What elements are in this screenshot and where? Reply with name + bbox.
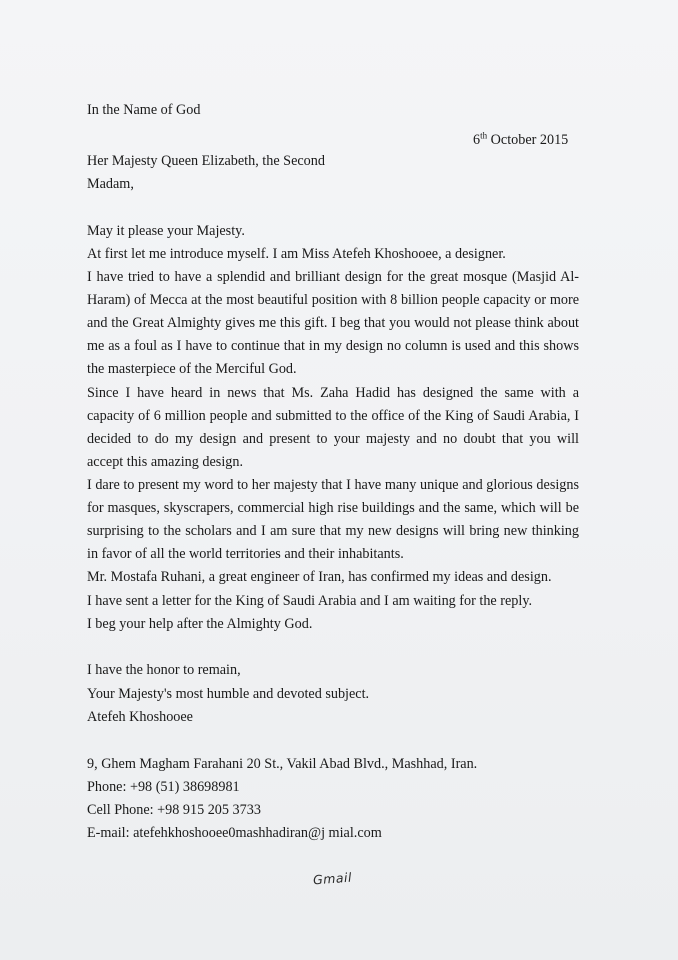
body-line: accept this amazing design. [87,454,244,470]
body-line: and the Great Almighty gives me this gift. I beg that you would not please think about [87,315,579,331]
signature-name: Atefeh Khoshooee [87,709,193,725]
body-line: Mr. Mostafa Ruhani, a great engineer of Iran, has confirmed my ideas and design. [87,569,552,585]
recipient: Her Majesty Queen Elizabeth, the Second [87,153,325,169]
letter-heading: In the Name of God [87,102,201,118]
body-line: May it please your Majesty. [87,223,245,239]
body-line: I have tried to have a splendid and brilliant design for the great mosque (Masjid Al- [87,269,579,285]
letter-date: 6th October 2015 [473,130,569,148]
body-line: Haram) of Mecca at the most beautiful position with 8 billion people capacity or more [87,292,579,308]
body-line: capacity of 6 million people and submitted to the office of the King of Saudi Arabia, I [87,408,579,424]
body-line: decided to do my design and present to your majesty and no doubt that you will [87,431,579,447]
body-line: I beg your help after the Almighty God. [87,616,313,632]
body-line: me as a foul as I have to continue that in my design no column is used and this shows [87,338,579,354]
salutation: Madam, [87,176,134,192]
handwritten-note: Gmail [312,869,353,888]
body-line: in favor of all the world territories and their inhabitants. [87,546,404,562]
body-line: I dare to present my word to her majesty that I have many unique and glorious designs [87,477,579,493]
body-line: At first let me introduce myself. I am Miss Atefeh Khoshooee, a designer. [87,246,506,262]
body-line: the masterpiece of the Merciful God. [87,361,297,377]
body-line: for masques, skyscrapers, commercial high rise buildings and the same, which will be [87,500,579,516]
body-line: Since I have heard in news that Ms. Zaha Hadid has designed the same with a [87,385,579,401]
contact-phone: Phone: +98 (51) 38698981 [87,779,240,795]
contact-address: 9, Ghem Magham Farahani 20 St., Vakil Abad Blvd., Mashhad, Iran. [87,756,478,772]
body-line: I have sent a letter for the King of Saudi Arabia and I am waiting for the reply. [87,593,533,609]
closing-line: Your Majesty's most humble and devoted subject. [87,686,370,702]
body-line: surprising to the scholars and I am sure that my new designs will bring new thinking [87,523,579,539]
contact-cell: Cell Phone: +98 915 205 3733 [87,802,261,818]
contact-email: E-mail: atefehkhoshooee0mashhadiran@j mial.com [87,825,382,841]
closing-line: I have the honor to remain, [87,662,241,678]
